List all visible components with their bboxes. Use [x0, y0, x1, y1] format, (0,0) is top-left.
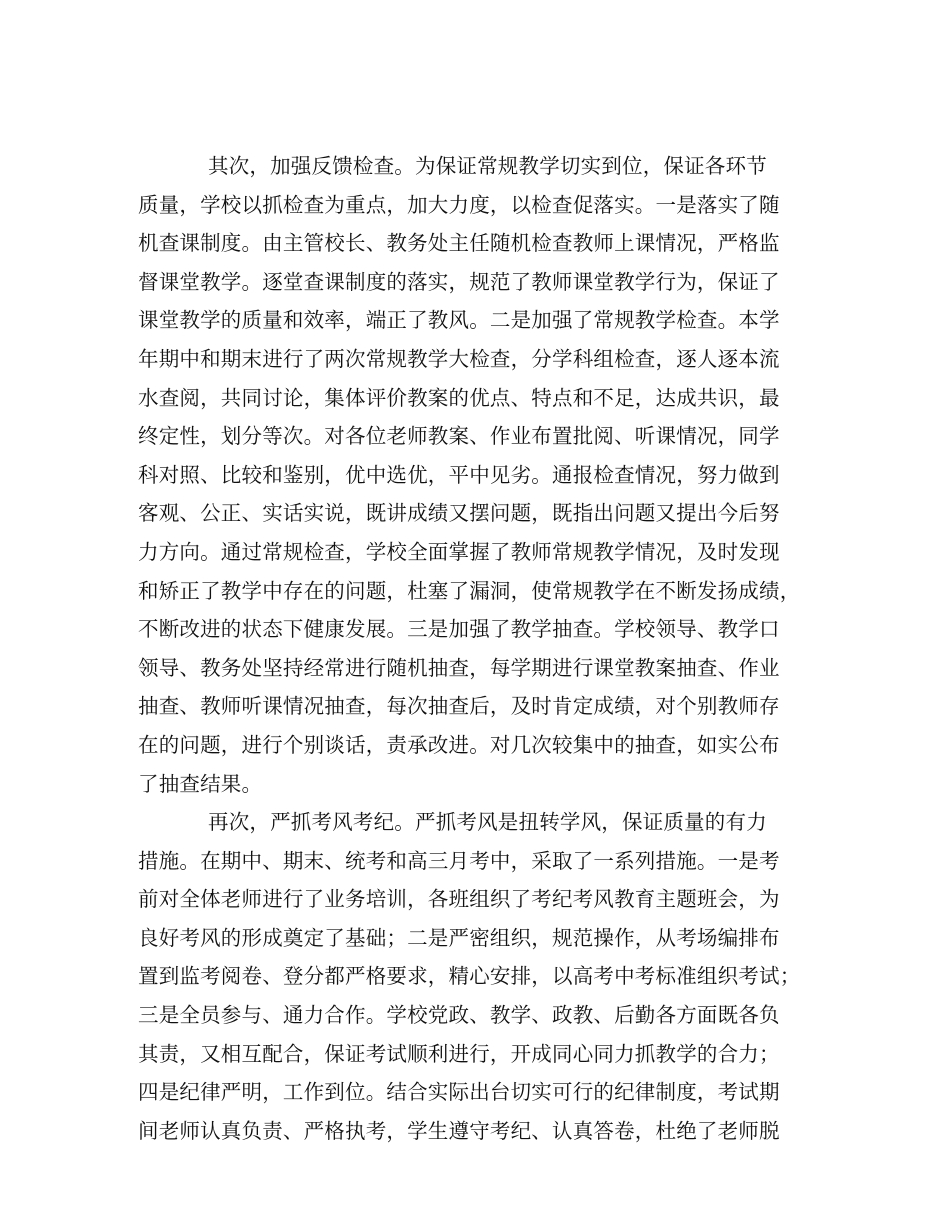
paragraph-1	[138, 147, 822, 803]
text-line: 其责，又相互配合，保证考试顺利进行，开成同心同力抓教学的合力；	[138, 1041, 780, 1066]
text-line: 了抽查结果。	[138, 771, 263, 796]
text-line: 抽查、教师听课情况抽查，每次抽查后，及时肯定成绩，对个别教师存	[138, 694, 780, 719]
text-line: 四是纪律严明，工作到位。结合实际出台切实可行的纪律制度，考试期	[138, 1080, 780, 1105]
text-line: 质量，学校以抓检查为重点，加大力度，以检查促落实。一是落实了随	[138, 192, 780, 217]
text-line: 课堂教学的质量和效率，端正了教风。二是加强了常规教学检查。本学	[138, 308, 780, 333]
text-line: 机查课制度。由主管校长、教务处主任随机检查教师上课情况，严格监	[138, 231, 780, 256]
text-line: 年期中和期末进行了两次常规教学大检查，分学科组检查，逐人逐本流	[138, 346, 780, 371]
text-line: 督课堂教学。逐堂查课制度的落实，规范了教师课堂教学行为，保证了	[138, 269, 780, 294]
text-line: 其次，加强反馈检查。为保证常规教学切实到位，保证各环节	[208, 154, 767, 178]
text-line: 和矫正了教学中存在的问题，杜塞了漏洞，使常规教学在不断发扬成绩，	[138, 578, 801, 603]
text-line: 置到监考阅卷、登分都严格要求，精心安排，以高考中考标准组织考试；	[138, 964, 801, 989]
text-line: 水查阅，共同讨论，集体评价教案的优点、特点和不足，达成共识，最	[138, 385, 780, 410]
text-line: 措施。在期中、期末、统考和高三月考中，采取了一系列措施。一是考	[138, 848, 780, 873]
text-line: 客观、公正、实话实说，既讲成绩又摆问题，既指出问题又提出今后努	[138, 501, 780, 526]
text-line: 良好考风的形成奠定了基础；二是严密组织，规范操作，从考场编排布	[138, 925, 780, 950]
text-line: 力方向。通过常规检查，学校全面掌握了教师常规教学情况，及时发现	[138, 539, 780, 564]
text-line: 再次，严抓考风考纪。严抓考风是扭转学风，保证质量的有力	[208, 810, 767, 835]
text-line: 在的问题，进行个别谈话，责承改进。对几次较集中的抽查，如实公布	[138, 732, 780, 757]
text-line: 前对全体老师进行了业务培训，各班组织了考纪考风教育主题班会，为	[138, 887, 780, 912]
text-line: 三是全员参与、通力合作。学校党政、教学、政教、后勤各方面既各负	[138, 1003, 780, 1028]
text-line: 科对照、比较和鉴别，优中选优，平中见劣。通报检查情况，努力做到	[138, 462, 780, 487]
text-line: 间老师认真负责、严格执考，学生遵守考纪、认真答卷，杜绝了老师脱	[138, 1118, 780, 1143]
text-line: 领导、教务处坚持经常进行随机抽查，每学期进行课堂教案抽查、作业	[138, 655, 780, 680]
paragraph-2	[138, 803, 822, 1150]
text-line: 不断改进的状态下健康发展。三是加强了教学抽查。学校领导、教学口	[138, 617, 780, 642]
text-line: 终定性，划分等次。对各位老师教案、作业布置批阅、听课情况，同学	[138, 424, 780, 449]
document-page	[138, 147, 822, 1150]
